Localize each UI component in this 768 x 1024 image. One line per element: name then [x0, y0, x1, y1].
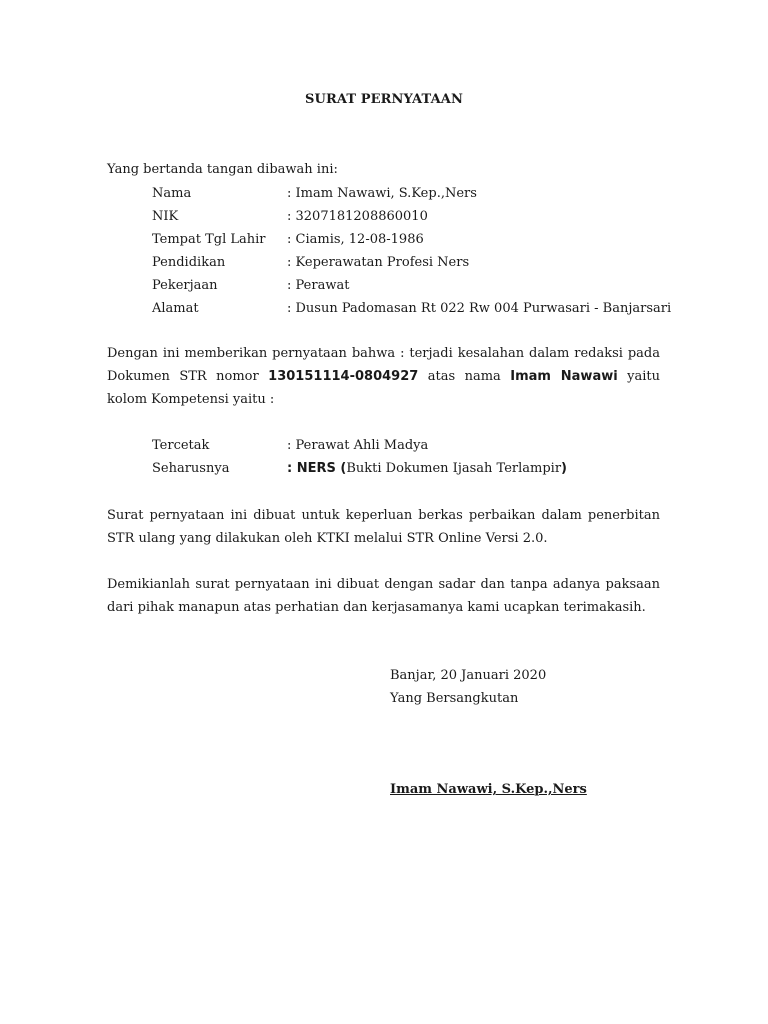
- field-row-education: [152, 251, 671, 274]
- field-row-occupation: [152, 274, 671, 297]
- field-value: : Dusun Padomasan Rt 022 Rw 004 Purwasari - Banjarsari: [287, 301, 672, 316]
- competency-bold: NERS (: [296, 461, 347, 476]
- field-value: : Ciamis, 12-08-1986: [287, 232, 424, 247]
- str-number: 130151114-0804927: [268, 369, 419, 384]
- competency-fields: [152, 434, 567, 480]
- competency-close: ): [561, 461, 567, 476]
- document-title: SURAT PERNYATAAN: [305, 92, 463, 107]
- competency-label: Tercetak: [152, 438, 210, 453]
- competency-row-should: [152, 457, 567, 480]
- competency-note: Bukti Dokumen Ijasah Terlampir: [346, 461, 562, 476]
- closing-paragraph: Demikianlah surat pernyataan ini dibuat dengan sadar dan tanpa adanya paksaan dari pihak manapun atas perhatian dan kerjasamanya kami ucapkan terimakasih.: [107, 577, 660, 615]
- competency-prefix: :: [287, 461, 297, 476]
- field-label: Tempat Tgl Lahir: [152, 232, 266, 247]
- purpose-paragraph: Surat pernyataan ini dibuat untuk keperluan berkas perbaikan dalam penerbitan STR ulang yang dilakukan oleh KTKI melalui STR Online Versi 2.0.: [107, 508, 660, 546]
- field-label: Pendidikan: [152, 255, 226, 270]
- signer-role: Yang Bersangkutan: [390, 691, 519, 706]
- field-label: Alamat: [152, 301, 199, 316]
- field-row-nik: [152, 205, 671, 228]
- signer-name: Imam Nawawi, S.Kep.,Ners: [390, 782, 587, 797]
- field-row-address: [152, 297, 671, 320]
- intro-text: Yang bertanda tangan dibawah ini:: [107, 162, 338, 177]
- field-row-birth: [152, 228, 671, 251]
- statement-paragraph: [107, 342, 660, 411]
- competency-value: : Perawat Ahli Madya: [287, 438, 429, 453]
- field-label: Pekerjaan: [152, 278, 218, 293]
- statement-part3: yaitu kolom Kompetensi yaitu :: [107, 369, 660, 407]
- competency-label: Seharusnya: [152, 461, 230, 476]
- field-value: : Imam Nawawi, S.Kep.,Ners: [287, 186, 477, 201]
- statement-part2: atas nama: [418, 369, 511, 384]
- signature-block: [390, 664, 546, 710]
- field-value: : Keperawatan Profesi Ners: [287, 255, 470, 270]
- place-date: Banjar, 20 Januari 2020: [390, 668, 547, 683]
- field-value: : 3207181208860010: [287, 209, 428, 224]
- competency-value: [287, 457, 567, 480]
- field-label: NIK: [152, 209, 179, 224]
- statement-name: Imam Nawawi: [510, 369, 618, 384]
- field-label: Nama: [152, 186, 192, 201]
- competency-row-printed: [152, 434, 567, 457]
- field-row-name: [152, 182, 671, 205]
- identity-fields: [152, 182, 671, 320]
- field-value: : Perawat: [287, 278, 350, 293]
- statement-part1: Dengan ini memberikan pernyataan bahwa : terjadi kesalahan dalam redaksi pada Dokumen STR nomor: [107, 346, 660, 384]
